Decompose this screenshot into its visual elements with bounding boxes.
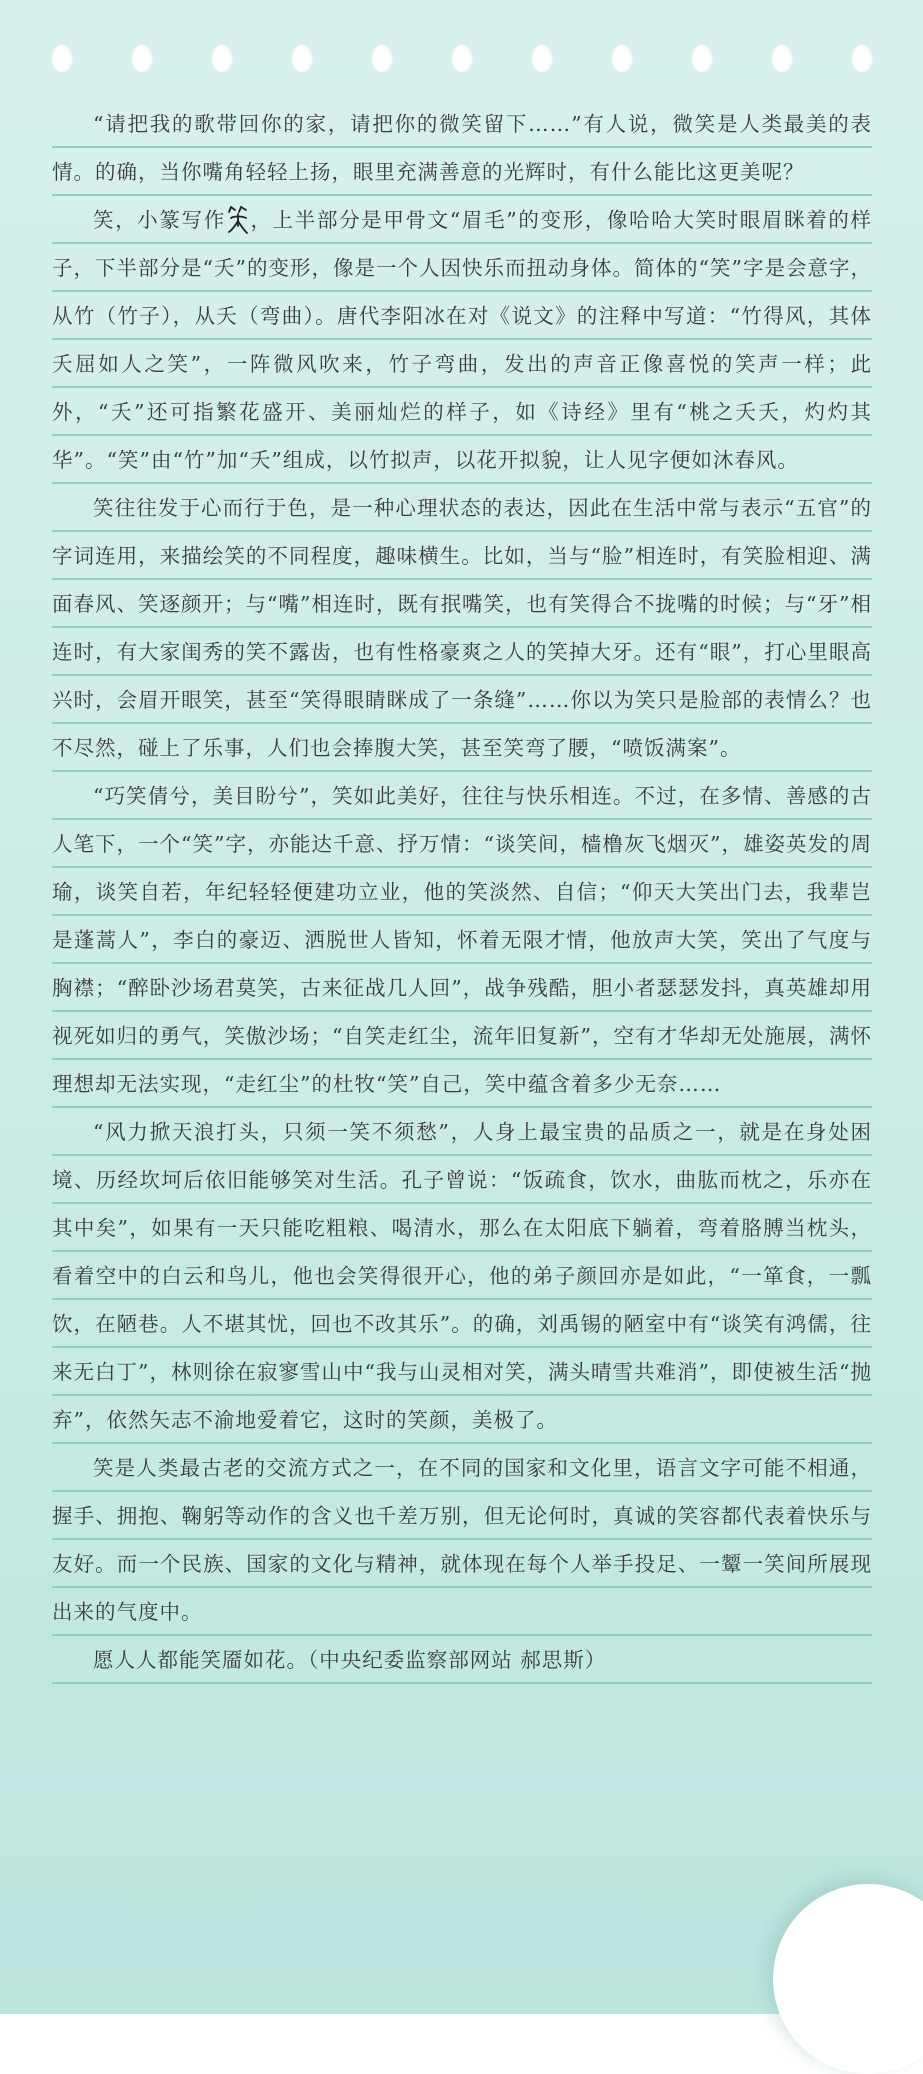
- binder-hole: [771, 42, 793, 72]
- binder-hole: [691, 42, 713, 72]
- paragraph-etymology: [52, 196, 872, 484]
- article-body: [52, 100, 872, 1684]
- paragraph-etymology-lead: 笑，小篆写作: [93, 208, 226, 232]
- paragraph-intro: “请把我的歌带回你的家，请把你的微笑留下……”有人说，微笑是人类最美的表情。的确，当你嘴角轻轻上扬，眼里充满善意的光辉时，有什么能比这更美呢？: [52, 100, 872, 196]
- binder-hole: [51, 42, 73, 72]
- paragraph-facial-features: 笑往往发于心而行于色，是一种心理状态的表达，因此在生活中常与表示“五官”的字词连用，来描绘笑的不同程度，趣味横生。比如，当与“脸”相连时，有笑脸相迎、满面春风、笑逐颜开；与“嘴”相连时，既有抿嘴笑，也有笑得合不拢嘴的时候；与“牙”相连时，有大家闺秀的笑不露齿，也有性格豪爽之人的笑掉大牙。还有“眼”，打心里眼高兴时，会眉开眼笑，甚至“笑得眼睛眯成了一条缝”……你以为笑只是脸部的表情么？也不尽然，碰上了乐事，人们也会捧腹大笑，甚至笑弯了腰，“喷饭满案”。: [52, 484, 872, 772]
- xiao-seal-script-icon: [226, 201, 250, 237]
- binder-hole: [451, 42, 473, 72]
- binder-holes: [0, 42, 923, 74]
- paragraph-communication: 笑是人类最古老的交流方式之一，在不同的国家和文化里，语言文字可能不相通，握手、拥抱、鞠躬等动作的含义也千差万别，但无论何时，真诚的笑容都代表着快乐与友好。而一个民族、国家的文化与精神，就体现在每个人举手投足、一颦一笑间所展现出来的气度中。: [52, 1444, 872, 1636]
- binder-hole: [371, 42, 393, 72]
- page-curl: [773, 1884, 923, 2074]
- binder-hole: [291, 42, 313, 72]
- binder-hole: [531, 42, 553, 72]
- paragraph-classical-poetry: “巧笑倩兮，美目盼兮”，笑如此美好，往往与快乐相连。不过，在多情、善感的古人笔下，一个“笑”字，亦能达千意、抒万情：“谈笑间，樯橹灰飞烟灭”，雄姿英发的周瑜，谈笑自若，年纪轻轻便建功立业，他的笑淡然、自信；“仰天大笑出门去，我辈岂是蓬蒿人”，李白的豪迈、洒脱世人皆知，怀着无限才情，他放声大笑，笑出了气度与胸襟；“醉卧沙场君莫笑，古来征战几人回”，战争残酷，胆小者瑟瑟发抖，真英雄却用视死如归的勇气，笑傲沙场；“自笑走红尘，流年旧复新”，空有才华却无处施展，满怀理想却无法实现，“走红尘”的杜牧“笑”自己，笑中蕴含着多少无奈……: [52, 772, 872, 1108]
- binder-hole: [611, 42, 633, 72]
- binder-hole: [211, 42, 233, 72]
- paragraph-adversity: “风力掀天浪打头，只须一笑不须愁”，人身上最宝贵的品质之一，就是在身处困境、历经坎坷后依旧能够笑对生活。孔子曾说：“饭疏食，饮水，曲肱而枕之，乐亦在其中矣”，如果有一天只能吃粗粮、喝清水，那么在太阳底下躺着，弯着胳膊当枕头，看着空中的白云和鸟儿，他也会笑得很开心，他的弟子颜回亦是如此，“一箪食，一瓢饮，在陋巷。人不堪其忧，回也不改其乐”。的确，刘禹锡的陋室中有“谈笑有鸿儒，往来无白丁”，林则徐在寂寥雪山中“我与山灵相对笑，满头晴雪共难消”，即使被生活“抛弃”，依然矢志不渝地爱着它，这时的笑颜，美极了。: [52, 1108, 872, 1444]
- binder-hole: [131, 42, 153, 72]
- binder-hole: [851, 42, 873, 72]
- paragraph-etymology-rest: ，上半部分是甲骨文“眉毛”的变形，像哈哈大笑时眼眉眯着的样子，下半部分是“夭”的变形，像是一个人因快乐而扭动身体。简体的“笑”字是会意字，从竹（竹子），从夭（弯曲）。唐代李阳冰在对《说文》的注释中写道：“竹得风，其体夭屈如人之笑”，一阵微风吹来，竹子弯曲，发出的声音正像喜悦的笑声一样；此外，“夭”还可指繁花盛开、美丽灿烂的样子，如《诗经》里有“桃之夭夭，灼灼其华”。“笑”由“竹”加“夭”组成，以竹拟声，以花开拟貌，让人见字便如沐春风。: [52, 208, 873, 472]
- paragraph-closing: 愿人人都能笑靥如花。（中央纪委监察部网站 郝思斯）: [52, 1636, 872, 1684]
